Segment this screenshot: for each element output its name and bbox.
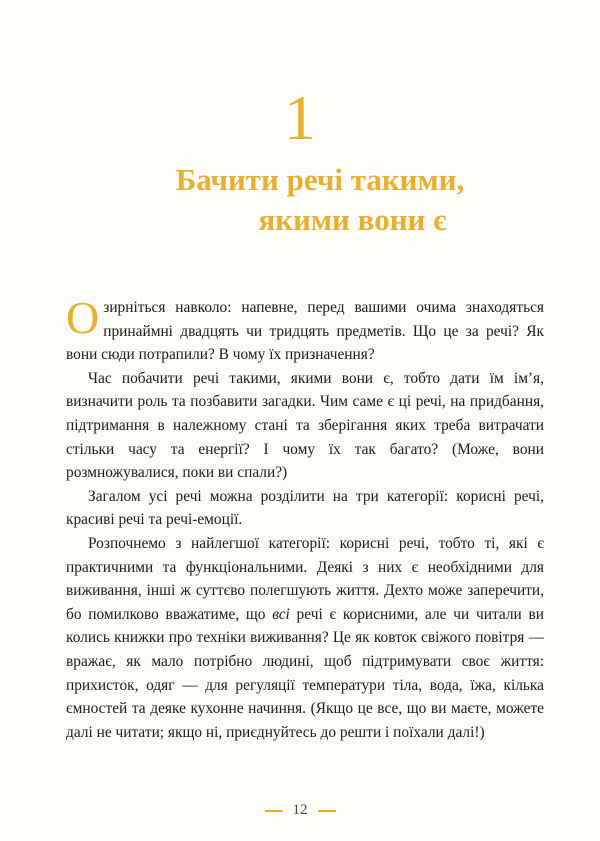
paragraph-4	[66, 532, 544, 744]
paragraph-1	[66, 292, 544, 367]
emphasis-word: всі	[272, 605, 290, 623]
drop-cap: О	[66, 292, 100, 343]
body-text	[66, 292, 544, 744]
chapter-title-line-2: якими вони є	[258, 202, 447, 237]
paragraph-4-text-a: Розпочнемо з найлегшої категорії: корисні речі, тобто ті, які є практичними та функціональними. Деякі з них є необхідними для виживання, інші ж суттєво полегшують життя. Дехто може заперечити, бо помилково вважатиме, що	[66, 534, 544, 623]
footer-dash-left	[265, 810, 283, 812]
footer-dash-right	[318, 810, 336, 812]
chapter-title-line-1: Бачити речі такими,	[175, 162, 465, 197]
page-number: 12	[292, 802, 308, 818]
page-footer	[0, 802, 600, 819]
chapter-number: 1	[284, 82, 316, 153]
chapter-title	[0, 160, 600, 240]
paragraph-4-text-b: речі є корисними, але чи читали ви колись книжки про техніки виживання? Це як ковток свіжого повітря — вражає, як мало потрібно людині, щоб підтримувати своє життя: прихисток, одяг — для регуляції температури тіла, вода, їжа, кілька ємностей та деяке кухонне начиння. (Якщо це все, що ви маєте, можете далі не читати; якщо ні, приєднуйтесь до решти і поїхали далі!)	[66, 605, 544, 741]
paragraph-1-text: зирніться навколо: напевне, перед вашими очима знаходяться принаймні двадцять чи тридцять предметів. Що це за речі? Як вони сюди потрапили? В чому їх призначення?	[66, 299, 544, 364]
paragraph-3: Загалом усі речі можна розділити на три категорії: корисні речі, красиві речі та речі-емоції.	[66, 487, 544, 529]
paragraph-2: Час побачити речі такими, якими вони є, тобто дати їм ім’я, визначити роль та позбавити загадки. Чим саме є ці речі, на придбання, підтримання в належному стані та зберігання яких треба витрачати стільки часу та енергії? І чому їх так багато? (Може, вони розмножувалися, поки ви спали?)	[66, 369, 544, 482]
